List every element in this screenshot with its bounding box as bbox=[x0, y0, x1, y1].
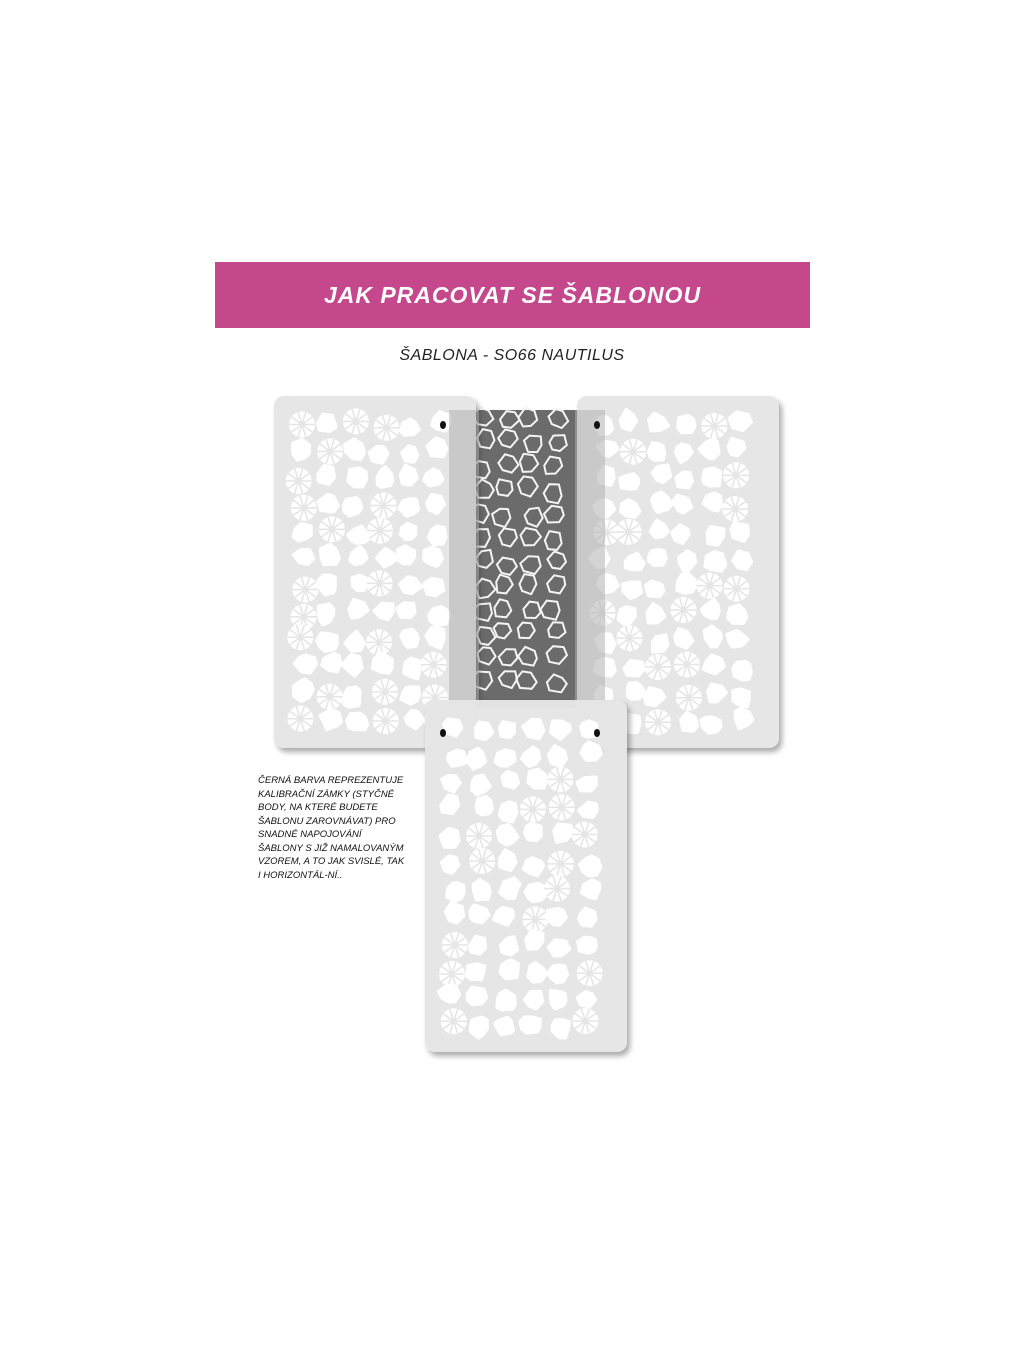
cutout-cell bbox=[731, 523, 749, 542]
cutout-cell bbox=[447, 750, 467, 766]
shell-center bbox=[630, 448, 637, 455]
cutout-cell bbox=[705, 552, 726, 572]
cutout-cell bbox=[446, 882, 464, 901]
shell-center bbox=[327, 448, 334, 455]
cutout-cell bbox=[404, 658, 421, 679]
cutout-cell bbox=[677, 573, 696, 593]
cutout-cell bbox=[701, 717, 721, 733]
shell-center bbox=[711, 423, 718, 430]
shell-center bbox=[451, 1018, 458, 1025]
shell-center bbox=[625, 529, 632, 536]
cutout-cell bbox=[733, 661, 752, 680]
cutout-cell bbox=[348, 468, 367, 487]
cutout-cell bbox=[579, 908, 597, 926]
cutout-cell bbox=[733, 689, 750, 707]
shell-center bbox=[299, 421, 306, 428]
cutout-cell bbox=[681, 712, 698, 731]
cutout-cell bbox=[495, 1017, 514, 1035]
shell-center bbox=[732, 506, 739, 512]
shell-center bbox=[554, 885, 561, 892]
cutout-cell bbox=[397, 603, 415, 618]
cutout-cell bbox=[470, 905, 489, 923]
shell-center bbox=[295, 478, 302, 485]
translucent-overlap-right bbox=[575, 410, 605, 710]
stencil-subtitle: ŠABLONA - SO66 NAUTILUS bbox=[399, 347, 625, 364]
cutout-cell bbox=[396, 546, 415, 564]
cutout-cell bbox=[624, 660, 644, 676]
shell-center bbox=[706, 582, 713, 589]
cutout-cell bbox=[466, 964, 485, 980]
cutout-cell bbox=[401, 523, 416, 540]
cutout-cell bbox=[428, 526, 446, 545]
cutout-cell bbox=[578, 937, 597, 953]
cutout-cell bbox=[728, 438, 745, 456]
shell-center bbox=[432, 694, 439, 701]
shell-center bbox=[380, 502, 387, 509]
shell-center bbox=[476, 833, 483, 840]
cutout-cell bbox=[502, 771, 519, 788]
cutout-cell bbox=[581, 742, 601, 760]
cutout-cell bbox=[467, 987, 487, 1005]
cutout-cell bbox=[343, 498, 362, 516]
calibration-lock-marker bbox=[594, 729, 600, 737]
shell-center bbox=[329, 526, 336, 533]
cutout-cell bbox=[526, 931, 543, 950]
cutout-cell bbox=[401, 687, 420, 705]
shell-center bbox=[655, 664, 662, 671]
cutout-cell bbox=[318, 414, 337, 431]
shell-center bbox=[733, 472, 740, 479]
shell-center bbox=[376, 639, 383, 646]
shell-center bbox=[733, 585, 740, 592]
shell-center bbox=[449, 971, 456, 978]
cutout-cell bbox=[369, 447, 388, 464]
shell-center bbox=[680, 607, 687, 614]
cutout-cell bbox=[550, 990, 566, 1009]
cutout-cell bbox=[401, 629, 419, 648]
cutout-cell bbox=[429, 607, 450, 627]
cutout-cell bbox=[620, 474, 639, 490]
cutout-cell bbox=[444, 719, 462, 736]
cutout-cell bbox=[343, 687, 360, 707]
shell-center bbox=[353, 418, 360, 425]
calibration-lock-marker bbox=[594, 421, 600, 429]
cutout-cell bbox=[499, 802, 517, 822]
cutout-cell bbox=[476, 722, 493, 740]
cutout-cell bbox=[500, 722, 515, 738]
shell-center bbox=[558, 804, 565, 811]
cutout-cell bbox=[653, 635, 668, 652]
shell-center bbox=[377, 527, 384, 534]
shell-center bbox=[626, 635, 633, 642]
shell-center bbox=[302, 586, 309, 593]
cutout-cell bbox=[648, 443, 664, 461]
shell-center bbox=[301, 505, 308, 512]
shell-center bbox=[451, 942, 458, 949]
cutout-cell bbox=[645, 581, 664, 597]
cutout-cell bbox=[445, 903, 464, 923]
translucent-overlap-top bbox=[449, 410, 479, 710]
cutout-cell bbox=[676, 472, 692, 488]
calibration-lock-marker bbox=[440, 729, 446, 737]
cutout-cell bbox=[525, 883, 547, 901]
cutout-cell bbox=[423, 578, 443, 596]
cutout-cell bbox=[547, 908, 567, 925]
shell-center bbox=[383, 425, 390, 432]
shell-center bbox=[581, 831, 588, 838]
shell-center bbox=[297, 715, 304, 722]
cutout-cell bbox=[402, 446, 418, 463]
shell-center bbox=[300, 614, 307, 621]
cutout-cell bbox=[293, 439, 310, 460]
cutout-cell bbox=[352, 575, 368, 591]
banner-title: JAK PRACOVAT SE ŠABLONOU bbox=[323, 281, 702, 308]
shell-center bbox=[686, 694, 693, 701]
cutout-cell bbox=[372, 654, 392, 674]
shell-center bbox=[530, 806, 537, 813]
cutout-cell bbox=[476, 797, 492, 815]
shell-center bbox=[586, 970, 593, 977]
cutout-cell bbox=[317, 633, 338, 652]
calibration-note: ČERNÁ BARVA REPREZENTUJE KALIBRAČNÍ ZÁMKY (STYČNÉ BODY, NA KTERÉ BUDETE ŠABLONU ZAROVNÁVAT) PRO SNADNÉ NAPOJOVÁNÍ ŠABLONY S JIŽ NAMALOVANÝM VZOREM, A TO JAK SVISLÉ, TAK I HORIZONTÁL-NÍ.. bbox=[258, 775, 405, 881]
cutout-cell bbox=[677, 415, 695, 433]
cutout-cell bbox=[318, 604, 334, 625]
shell-center bbox=[376, 580, 383, 587]
shell-center bbox=[382, 688, 389, 695]
cutout-cell bbox=[528, 769, 547, 788]
shell-center bbox=[582, 1018, 589, 1025]
calibration-lock-marker bbox=[440, 421, 446, 429]
cutout-cell bbox=[318, 466, 335, 485]
cutout-cell bbox=[347, 713, 368, 730]
cutout-cell bbox=[525, 824, 542, 841]
shell-center bbox=[655, 719, 662, 726]
cutout-cell bbox=[552, 1020, 569, 1039]
cutout-cell bbox=[703, 468, 721, 486]
cutout-cell bbox=[497, 990, 515, 1010]
cutout-cell bbox=[577, 777, 596, 791]
shell-center bbox=[297, 634, 304, 641]
cutout-cell bbox=[520, 1017, 540, 1033]
cutout-cell bbox=[500, 878, 520, 899]
cutout-cell bbox=[648, 549, 666, 565]
shell-center bbox=[430, 662, 437, 669]
cutout-cell bbox=[495, 750, 515, 767]
shell-center bbox=[684, 661, 691, 668]
shell-center bbox=[532, 916, 539, 923]
shell-center bbox=[326, 694, 333, 701]
cutout-cell bbox=[577, 992, 595, 1008]
shell-center bbox=[557, 776, 564, 783]
cutout-cell bbox=[618, 607, 636, 625]
shell-center bbox=[479, 858, 486, 865]
cutout-cell bbox=[500, 960, 518, 979]
shell-center bbox=[557, 861, 564, 868]
shell-center bbox=[382, 718, 389, 725]
